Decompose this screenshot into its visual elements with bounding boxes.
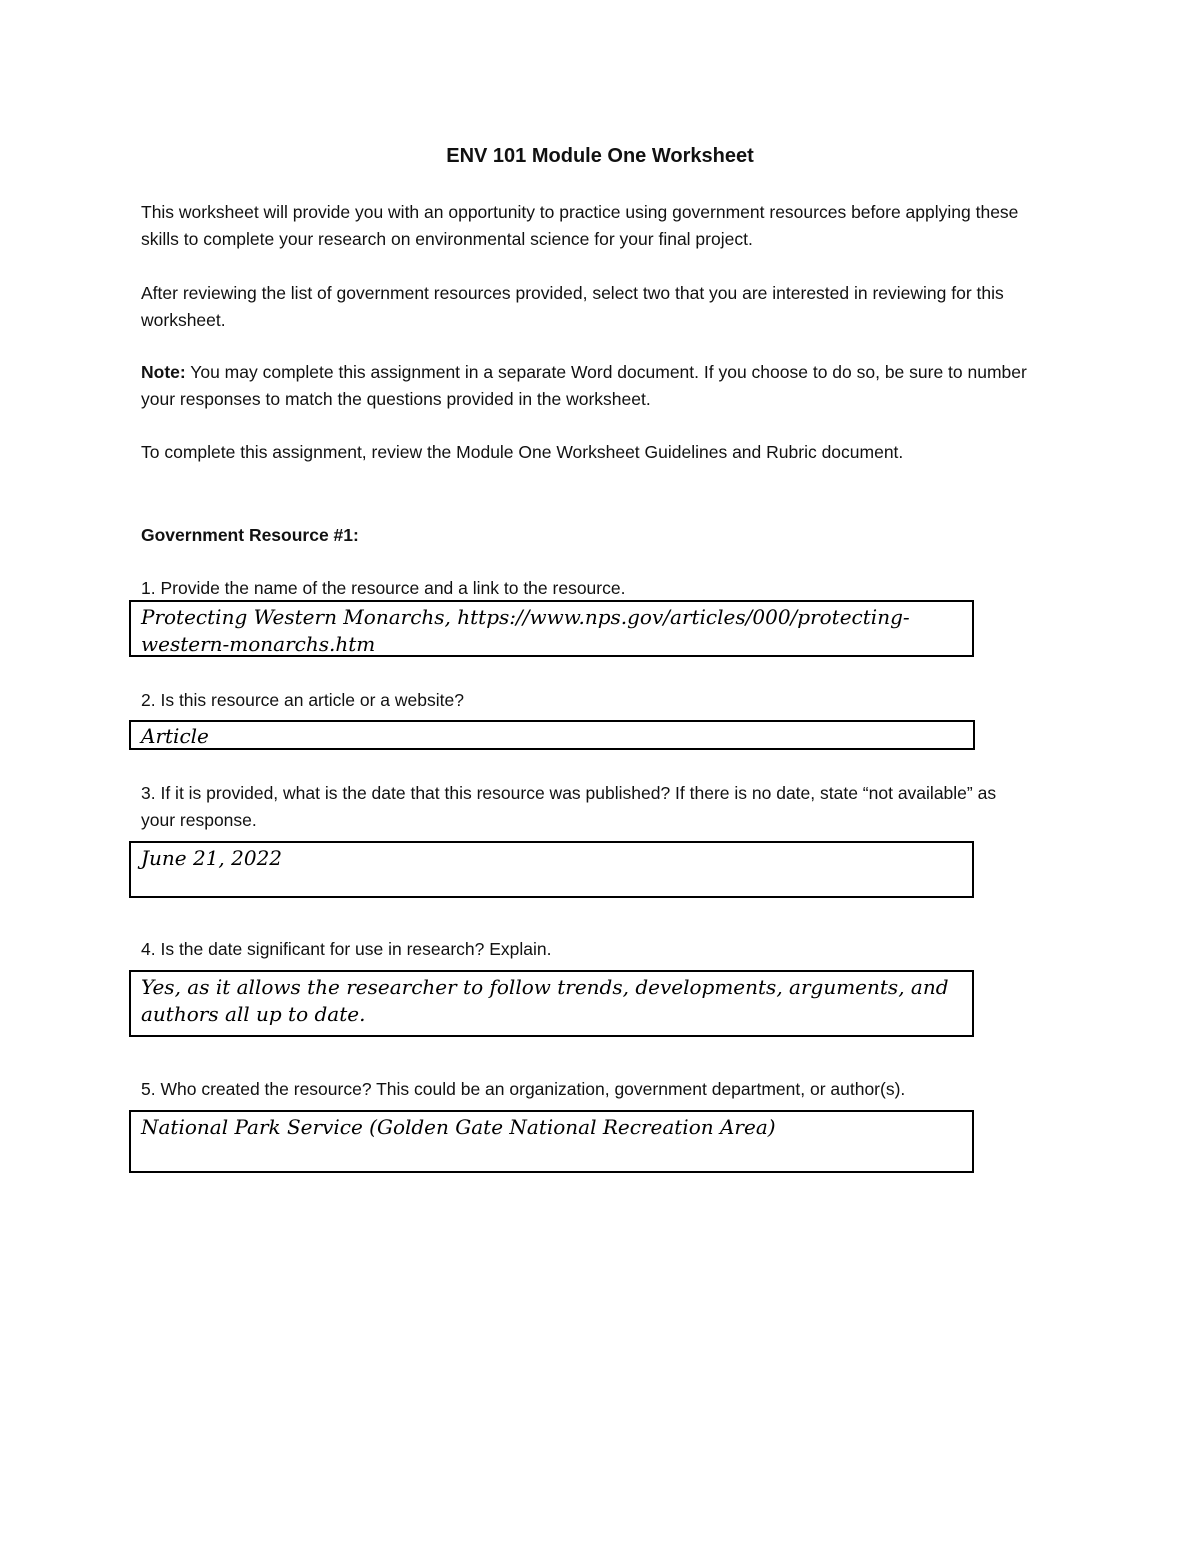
question-5: [141, 1076, 1061, 1103]
intro-paragraph-1: This worksheet will provide you with an opportunity to practice using government resources before applying these skills to complete your research on environmental science for your final project.: [141, 202, 1019, 249]
note-label: Note:: [141, 362, 186, 382]
question-1: [141, 575, 1041, 602]
question-2: [141, 687, 1041, 714]
instructions-paragraph: To complete this assignment, review the Module One Worksheet Guidelines and Rubric document.: [141, 442, 904, 462]
answer-field-1[interactable]: Protecting Western Monarchs, https://www.nps.gov/articles/000/protecting-western-monarchs.htm: [129, 600, 974, 657]
note-paragraph: [141, 359, 1061, 412]
answer-field-5[interactable]: National Park Service (Golden Gate National Recreation Area): [129, 1110, 974, 1173]
question-text: Is the date significant for use in research? Explain.: [155, 939, 552, 959]
answer-field-3[interactable]: June 21, 2022: [129, 841, 974, 898]
answer-field-2[interactable]: Article: [129, 720, 975, 750]
question-number: 3.: [141, 783, 156, 803]
section-heading-resource-1: Government Resource #1:: [141, 525, 359, 545]
question-number: 4.: [141, 939, 156, 959]
question-text: If it is provided, what is the date that this resource was published? If there is no date, state “not available” as your response.: [141, 783, 997, 830]
question-4: [141, 936, 1041, 963]
question-text: Who created the resource? This could be an organization, government department, or author(s).: [155, 1079, 906, 1099]
question-number: 5.: [141, 1079, 156, 1099]
question-3: [141, 780, 1021, 833]
question-number: 2.: [141, 690, 156, 710]
document-title: ENV 101 Module One Worksheet: [446, 145, 754, 167]
question-text: Is this resource an article or a website?: [155, 690, 464, 710]
question-text: Provide the name of the resource and a link to the resource.: [155, 578, 626, 598]
answer-field-4[interactable]: Yes, as it allows the researcher to follow trends, developments, arguments, and authors all up to date.: [129, 970, 974, 1037]
question-number: 1.: [141, 578, 156, 598]
note-text: You may complete this assignment in a separate Word document. If you choose to do so, be sure to number your responses to match the questions provided in the worksheet.: [141, 362, 1027, 409]
intro-paragraph-2: After reviewing the list of government resources provided, select two that you are interested in reviewing for this worksheet.: [141, 283, 1004, 330]
